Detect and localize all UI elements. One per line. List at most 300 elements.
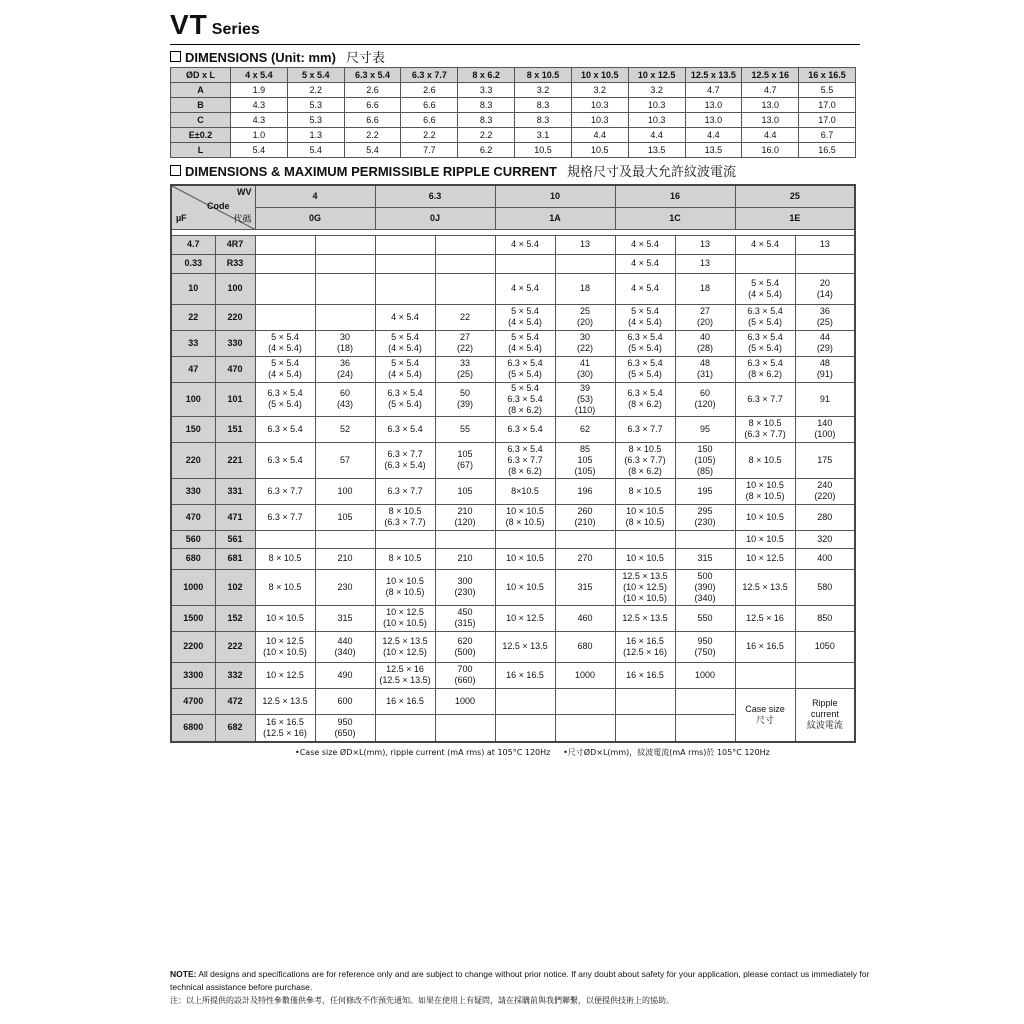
case-size-cell: 6.3 × 5.4 (5 × 5.4)	[735, 304, 795, 330]
dimension-cell: 16.5	[799, 143, 856, 158]
ripple-current-cell: 270	[555, 548, 615, 569]
dimension-cell: 13.0	[742, 113, 799, 128]
voltage-code-header: 1E	[735, 207, 855, 229]
case-size-cell: 4 × 5.4	[615, 273, 675, 304]
ripple-current-cell: 40 (28)	[675, 330, 735, 356]
ripple-current-cell: 1000	[555, 662, 615, 688]
case-size-cell: 5 × 5.4 (4 × 5.4)	[495, 330, 555, 356]
case-size-cell: 5 × 5.4 (4 × 5.4)	[615, 304, 675, 330]
dimensions-heading	[170, 49, 860, 67]
case-size-cell	[375, 273, 435, 304]
case-size-cell: 10 × 10.5 (8 × 10.5)	[615, 504, 675, 530]
dimension-size-header: 16 x 16.5	[799, 68, 856, 83]
dimension-cell: 1.0	[231, 128, 288, 143]
dimension-cell: 13.0	[742, 98, 799, 113]
ripple-current-cell: 62	[555, 416, 615, 442]
dimension-size-header: 10 x 12.5	[628, 68, 685, 83]
dimension-cell: 4.7	[742, 83, 799, 98]
capacitance-cell: 100	[171, 382, 215, 416]
ripple-heading-zh: 規格尺寸及最大允許紋波電流	[566, 165, 736, 180]
ripple-current-cell: 600	[315, 688, 375, 714]
ripple-current-cell: 680	[555, 631, 615, 662]
legend-case-size	[735, 688, 795, 742]
ripple-current-cell: 36 (25)	[795, 304, 855, 330]
case-size-cell: 10 × 10.5	[615, 548, 675, 569]
dimension-cell: 8.3	[458, 113, 515, 128]
ripple-row	[171, 569, 855, 605]
case-size-cell: 6.3 × 5.4	[255, 442, 315, 478]
ripple-current-cell: 196	[555, 478, 615, 504]
case-size-cell: 12.5 × 16 (12.5 × 13.5)	[375, 662, 435, 688]
voltage-header: 6.3	[375, 185, 495, 207]
ripple-current-cell: 315	[315, 605, 375, 631]
dimension-row	[171, 98, 856, 113]
voltage-header: 16	[615, 185, 735, 207]
ripple-current-cell	[675, 714, 735, 742]
case-size-cell: 16 × 16.5 (12.5 × 16)	[615, 631, 675, 662]
ripple-current-cell	[555, 254, 615, 273]
ripple-heading	[170, 163, 860, 181]
ripple-current-cell: 400	[795, 548, 855, 569]
capacitance-cell: 0.33	[171, 254, 215, 273]
series-name: VT	[170, 9, 208, 40]
case-size-cell	[495, 530, 555, 548]
ripple-row	[171, 662, 855, 688]
ripple-row	[171, 442, 855, 478]
ripple-footnote	[170, 747, 860, 758]
capacitance-code-cell: 101	[215, 382, 255, 416]
case-size-cell: 6.3 × 5.4 (5 × 5.4)	[495, 356, 555, 382]
case-size-cell: 5 × 5.4 (4 × 5.4)	[375, 330, 435, 356]
capacitance-code-cell: 682	[215, 714, 255, 742]
ripple-current-cell	[315, 254, 375, 273]
dimension-cell: 10.3	[571, 113, 628, 128]
dimension-cell: 6.6	[344, 98, 401, 113]
dimension-row-label: C	[171, 113, 231, 128]
dimension-cell: 2.2	[344, 128, 401, 143]
dimensions-heading-text: DIMENSIONS (Unit: mm)	[185, 50, 336, 65]
ripple-current-cell: 195	[675, 478, 735, 504]
capacitance-code-cell: 102	[215, 569, 255, 605]
ripple-current-cell	[315, 304, 375, 330]
case-size-cell: 6.3 × 7.7	[375, 478, 435, 504]
dimension-cell: 6.7	[799, 128, 856, 143]
capacitance-cell: 2200	[171, 631, 215, 662]
ripple-current-cell: 150 (105) (85)	[675, 442, 735, 478]
case-size-cell: 10 × 12.5	[495, 605, 555, 631]
dimension-cell: 8.3	[515, 113, 572, 128]
disclaimer-note	[170, 968, 870, 1007]
dimension-cell: 3.2	[515, 83, 572, 98]
note-text-zh: 注：以上所提供的設計及特性參數僅供參考，任何修改不作預先通知。如果在使用上有疑問，請在採購前與我們聯繫，以便提供技術上的協助。	[170, 996, 674, 1005]
ripple-current-cell: 210	[435, 548, 495, 569]
case-size-cell: 6.3 × 5.4	[255, 416, 315, 442]
case-size-cell: 12.5 × 13.5	[495, 631, 555, 662]
dimension-size-header: 12.5 x 13.5	[685, 68, 742, 83]
ripple-current-cell: 13	[675, 235, 735, 254]
dimension-cell: 5.4	[344, 143, 401, 158]
dimension-cell: 5.3	[287, 113, 344, 128]
dimension-cell: 7.7	[401, 143, 458, 158]
ripple-current-cell: 315	[675, 548, 735, 569]
case-size-cell: 8 × 10.5	[375, 548, 435, 569]
case-size-cell: 12.5 × 16	[735, 605, 795, 631]
capacitance-code-cell: 471	[215, 504, 255, 530]
case-size-cell: 10 × 10.5	[255, 605, 315, 631]
capacitance-code-cell: 470	[215, 356, 255, 382]
dimension-cell: 3.2	[628, 83, 685, 98]
ripple-current-cell: 25 (20)	[555, 304, 615, 330]
dimension-cell: 13.5	[628, 143, 685, 158]
ripple-row	[171, 382, 855, 416]
legend-case-size-en: Case size	[745, 703, 785, 714]
case-size-cell: 6.3 × 5.4 (5 × 5.4)	[615, 330, 675, 356]
case-size-cell: 6.3 × 5.4 (5 × 5.4)	[615, 356, 675, 382]
case-size-cell: 6.3 × 5.4 (5 × 5.4)	[735, 330, 795, 356]
capacitance-code-cell: 331	[215, 478, 255, 504]
code-label: Code	[207, 201, 230, 211]
case-size-cell	[735, 254, 795, 273]
case-size-cell	[495, 254, 555, 273]
ripple-current-cell: 490	[315, 662, 375, 688]
case-size-cell	[495, 714, 555, 742]
case-size-cell: 10 × 12.5	[735, 548, 795, 569]
ripple-current-cell: 230	[315, 569, 375, 605]
dimension-cell: 8.3	[458, 98, 515, 113]
dimension-row	[171, 83, 856, 98]
dimension-size-header: 10 x 10.5	[571, 68, 628, 83]
ripple-current-cell: 240 (220)	[795, 478, 855, 504]
dimension-cell: 13.0	[685, 98, 742, 113]
ripple-current-cell: 27 (22)	[435, 330, 495, 356]
uf-label: µF	[176, 213, 187, 223]
case-size-cell: 6.3 × 5.4 (5 × 5.4)	[255, 382, 315, 416]
case-size-cell: 10 × 12.5 (10 × 10.5)	[255, 631, 315, 662]
capacitance-cell: 1000	[171, 569, 215, 605]
ripple-current-cell: 450 (315)	[435, 605, 495, 631]
dimension-cell: 4.4	[742, 128, 799, 143]
dimension-cell: 13.0	[685, 113, 742, 128]
case-size-cell: 8 × 10.5 (6.3 × 7.7) (8 × 6.2)	[615, 442, 675, 478]
empty-cell	[795, 662, 855, 688]
case-size-cell: 10 × 10.5	[735, 530, 795, 548]
ripple-current-cell	[675, 530, 735, 548]
ripple-current-cell	[435, 254, 495, 273]
capacitance-cell: 680	[171, 548, 215, 569]
ripple-current-cell	[555, 714, 615, 742]
case-size-cell: 10 × 10.5	[495, 548, 555, 569]
dimension-cell: 4.7	[685, 83, 742, 98]
dimension-cell: 2.2	[401, 128, 458, 143]
dimension-size-header: 8 x 10.5	[515, 68, 572, 83]
dimension-size-header: 12.5 x 16	[742, 68, 799, 83]
note-text: All designs and specifications are for reference only and are subject to change without prior notice. If any doubt about safety for your application, please contact us immediately for technical assistance before purchase.	[170, 969, 870, 992]
case-size-cell: 16 × 16.5	[735, 631, 795, 662]
dimension-cell: 4.4	[685, 128, 742, 143]
wv-label: WV	[237, 187, 252, 197]
ripple-current-cell: 315	[555, 569, 615, 605]
dimension-row	[171, 113, 856, 128]
dimension-cell: 3.3	[458, 83, 515, 98]
ripple-current-cell: 22	[435, 304, 495, 330]
capacitance-code-cell: 681	[215, 548, 255, 569]
ripple-current-cell: 460	[555, 605, 615, 631]
checkbox-square-icon	[170, 165, 181, 176]
case-size-cell: 8 × 10.5	[615, 478, 675, 504]
ripple-current-cell: 44 (29)	[795, 330, 855, 356]
capacitance-cell: 150	[171, 416, 215, 442]
case-size-cell: 4 × 5.4	[375, 304, 435, 330]
capacitance-code-cell: 152	[215, 605, 255, 631]
case-size-cell	[255, 254, 315, 273]
case-size-cell: 12.5 × 13.5 (10 × 12.5) (10 × 10.5)	[615, 569, 675, 605]
ripple-current-cell: 620 (500)	[435, 631, 495, 662]
voltage-code-header: 0J	[375, 207, 495, 229]
case-size-cell: 5 × 5.4 (4 × 5.4)	[495, 304, 555, 330]
ripple-current-cell: 320	[795, 530, 855, 548]
ripple-current-cell: 100	[315, 478, 375, 504]
ripple-current-cell: 105	[435, 478, 495, 504]
ripple-current-cell: 295 (230)	[675, 504, 735, 530]
dimension-cell: 16.0	[742, 143, 799, 158]
capacitance-cell: 560	[171, 530, 215, 548]
ripple-current-cell: 36 (24)	[315, 356, 375, 382]
case-size-cell: 8 × 10.5	[735, 442, 795, 478]
dimension-cell: 6.6	[401, 98, 458, 113]
dimension-cell: 17.0	[799, 113, 856, 128]
footnote-en: •Case size ØD×L(mm), ripple current (mA rms) at 105°C 120Hz	[295, 748, 551, 757]
ripple-row	[171, 530, 855, 548]
dimension-cell: 3.2	[571, 83, 628, 98]
ripple-current-cell: 18	[555, 273, 615, 304]
case-size-cell: 10 × 10.5 (8 × 10.5)	[735, 478, 795, 504]
ripple-current-cell: 1000	[675, 662, 735, 688]
dimension-cell: 17.0	[799, 98, 856, 113]
dimension-cell: 2.2	[458, 128, 515, 143]
ripple-current-cell: 105	[315, 504, 375, 530]
case-size-cell: 10 × 10.5 (8 × 10.5)	[375, 569, 435, 605]
ripple-current-cell	[315, 273, 375, 304]
capacitance-code-cell: 151	[215, 416, 255, 442]
case-size-cell: 8 × 10.5 (6.3 × 7.7)	[735, 416, 795, 442]
case-size-cell	[255, 530, 315, 548]
case-size-cell: 8 × 10.5	[255, 569, 315, 605]
ripple-row	[171, 631, 855, 662]
voltage-code-header: 1A	[495, 207, 615, 229]
capacitance-cell: 3300	[171, 662, 215, 688]
capacitance-cell: 330	[171, 478, 215, 504]
dimension-cell: 10.5	[515, 143, 572, 158]
capacitance-cell: 10	[171, 273, 215, 304]
case-size-cell	[375, 714, 435, 742]
ripple-current-cell: 300 (230)	[435, 569, 495, 605]
capacitance-cell: 47	[171, 356, 215, 382]
ripple-row	[171, 478, 855, 504]
case-size-cell: 10 × 12.5 (10 × 10.5)	[375, 605, 435, 631]
case-size-cell: 6.3 × 7.7	[615, 416, 675, 442]
ripple-current-cell: 30 (18)	[315, 330, 375, 356]
case-size-cell: 6.3 × 5.4 (8 × 6.2)	[735, 356, 795, 382]
ripple-current-cell: 440 (340)	[315, 631, 375, 662]
case-size-cell: 5 × 5.4 6.3 × 5.4 (8 × 6.2)	[495, 382, 555, 416]
case-size-cell: 6.3 × 5.4	[375, 416, 435, 442]
dimension-size-header: 8 x 6.2	[458, 68, 515, 83]
empty-cell	[735, 662, 795, 688]
capacitance-code-cell: 330	[215, 330, 255, 356]
dimension-cell: 5.5	[799, 83, 856, 98]
dimensions-table	[170, 67, 856, 158]
case-size-cell: 6.3 × 5.4	[495, 416, 555, 442]
case-size-cell: 10 × 10.5 (8 × 10.5)	[495, 504, 555, 530]
case-size-cell: 16 × 16.5	[375, 688, 435, 714]
voltage-header: 25	[735, 185, 855, 207]
dimension-cell: 10.5	[571, 143, 628, 158]
ripple-current-cell: 48 (91)	[795, 356, 855, 382]
dimension-cell: 4.3	[231, 113, 288, 128]
ripple-current-cell: 105 (67)	[435, 442, 495, 478]
dimension-cell: 8.3	[515, 98, 572, 113]
ripple-row	[171, 273, 855, 304]
capacitance-code-cell: 220	[215, 304, 255, 330]
ripple-current-cell: 20 (14)	[795, 273, 855, 304]
checkbox-square-icon	[170, 51, 181, 62]
case-size-cell: 5 × 5.4 (4 × 5.4)	[255, 330, 315, 356]
legend-ripple	[795, 688, 855, 742]
case-size-cell	[255, 235, 315, 254]
ripple-current-cell: 580	[795, 569, 855, 605]
dimension-cell: 5.4	[287, 143, 344, 158]
dimension-size-header: 5 x 5.4	[287, 68, 344, 83]
dimension-size-header: 4 x 5.4	[231, 68, 288, 83]
ripple-row	[171, 688, 855, 714]
case-size-cell	[495, 688, 555, 714]
ripple-current-cell: 30 (22)	[555, 330, 615, 356]
case-size-cell: 4 × 5.4	[495, 235, 555, 254]
capacitance-cell: 4700	[171, 688, 215, 714]
case-size-cell	[375, 530, 435, 548]
ripple-current-cell: 13	[555, 235, 615, 254]
dimension-cell: 6.6	[344, 113, 401, 128]
case-size-cell: 4 × 5.4	[495, 273, 555, 304]
ripple-current-cell: 39 (53) (110)	[555, 382, 615, 416]
ripple-current-cell: 260 (210)	[555, 504, 615, 530]
dimension-cell: 1.9	[231, 83, 288, 98]
dimension-cell: 3.1	[515, 128, 572, 143]
dimension-cell: 2.6	[344, 83, 401, 98]
case-size-cell: 6.3 × 7.7	[735, 382, 795, 416]
dimension-cell: 4.4	[571, 128, 628, 143]
dimension-cell: 1.3	[287, 128, 344, 143]
dimension-cell: 10.3	[628, 113, 685, 128]
ripple-current-cell: 500 (390) (340)	[675, 569, 735, 605]
case-size-cell	[375, 235, 435, 254]
dimension-cell: 2.2	[287, 83, 344, 98]
ripple-current-cell: 41 (30)	[555, 356, 615, 382]
ripple-current-cell: 57	[315, 442, 375, 478]
series-title	[170, 8, 860, 42]
dimension-row-label: E±0.2	[171, 128, 231, 143]
case-size-cell: 6.3 × 5.4 (5 × 5.4)	[375, 382, 435, 416]
ripple-current-cell: 13	[795, 235, 855, 254]
dimension-row	[171, 143, 856, 158]
ripple-current-cell	[315, 235, 375, 254]
ripple-current-cell: 850	[795, 605, 855, 631]
title-rule	[170, 44, 860, 45]
ripple-row	[171, 605, 855, 631]
ripple-current-cell: 700 (660)	[435, 662, 495, 688]
ripple-current-cell: 1000	[435, 688, 495, 714]
ripple-current-cell: 52	[315, 416, 375, 442]
case-size-cell: 6.3 × 5.4 (8 × 6.2)	[615, 382, 675, 416]
ripple-current-cell: 48 (31)	[675, 356, 735, 382]
case-size-cell: 8 × 10.5	[255, 548, 315, 569]
legend-ripple-en: Ripple current	[810, 698, 839, 720]
ripple-current-cell: 27 (20)	[675, 304, 735, 330]
case-size-cell: 16 × 16.5	[495, 662, 555, 688]
capacitance-cell: 470	[171, 504, 215, 530]
case-size-cell: 10 × 12.5	[255, 662, 315, 688]
case-size-cell	[255, 273, 315, 304]
ripple-current-cell	[435, 714, 495, 742]
capacitance-code-cell: 222	[215, 631, 255, 662]
case-size-cell: 6.3 × 7.7	[255, 504, 315, 530]
capacitance-cell: 6800	[171, 714, 215, 742]
dimension-cell: 10.3	[628, 98, 685, 113]
dimension-cell: 5.3	[287, 98, 344, 113]
ripple-current-cell	[675, 688, 735, 714]
case-size-cell: 4 × 5.4	[735, 235, 795, 254]
dimension-row	[171, 128, 856, 143]
voltage-code-header: 0G	[255, 207, 375, 229]
dimension-cell: 6.2	[458, 143, 515, 158]
ripple-current-cell: 1050	[795, 631, 855, 662]
dimension-cell: 4.3	[231, 98, 288, 113]
ripple-row	[171, 254, 855, 273]
case-size-cell: 12.5 × 13.5	[255, 688, 315, 714]
code-label-zh: 代碼	[233, 215, 252, 225]
dimension-row-label: L	[171, 143, 231, 158]
ripple-current-cell: 210	[315, 548, 375, 569]
ripple-current-cell: 33 (25)	[435, 356, 495, 382]
ripple-current-cell: 280	[795, 504, 855, 530]
ripple-row	[171, 548, 855, 569]
voltage-header: 10	[495, 185, 615, 207]
capacitance-cell: 33	[171, 330, 215, 356]
dimension-cell: 13.5	[685, 143, 742, 158]
legend-ripple-zh: 紋波電流	[806, 720, 843, 731]
ripple-current-cell: 95	[675, 416, 735, 442]
case-size-cell: 12.5 × 13.5 (10 × 12.5)	[375, 631, 435, 662]
ripple-row	[171, 504, 855, 530]
case-size-cell: 12.5 × 13.5	[735, 569, 795, 605]
voltage-header: 4	[255, 185, 375, 207]
ripple-table	[170, 184, 856, 743]
case-size-cell: 5 × 5.4 (4 × 5.4)	[735, 273, 795, 304]
ripple-current-cell: 18	[675, 273, 735, 304]
capacitance-cell: 4.7	[171, 235, 215, 254]
ripple-current-cell: 60 (43)	[315, 382, 375, 416]
capacitance-code-cell: 100	[215, 273, 255, 304]
dimension-cell: 10.3	[571, 98, 628, 113]
ripple-row	[171, 304, 855, 330]
dimension-cell: 5.4	[231, 143, 288, 158]
ripple-row	[171, 330, 855, 356]
case-size-cell: 8 × 10.5 (6.3 × 7.7)	[375, 504, 435, 530]
note-label: NOTE:	[170, 969, 197, 979]
ripple-current-cell: 175	[795, 442, 855, 478]
ripple-row	[171, 416, 855, 442]
case-size-cell: 4 × 5.4	[615, 254, 675, 273]
